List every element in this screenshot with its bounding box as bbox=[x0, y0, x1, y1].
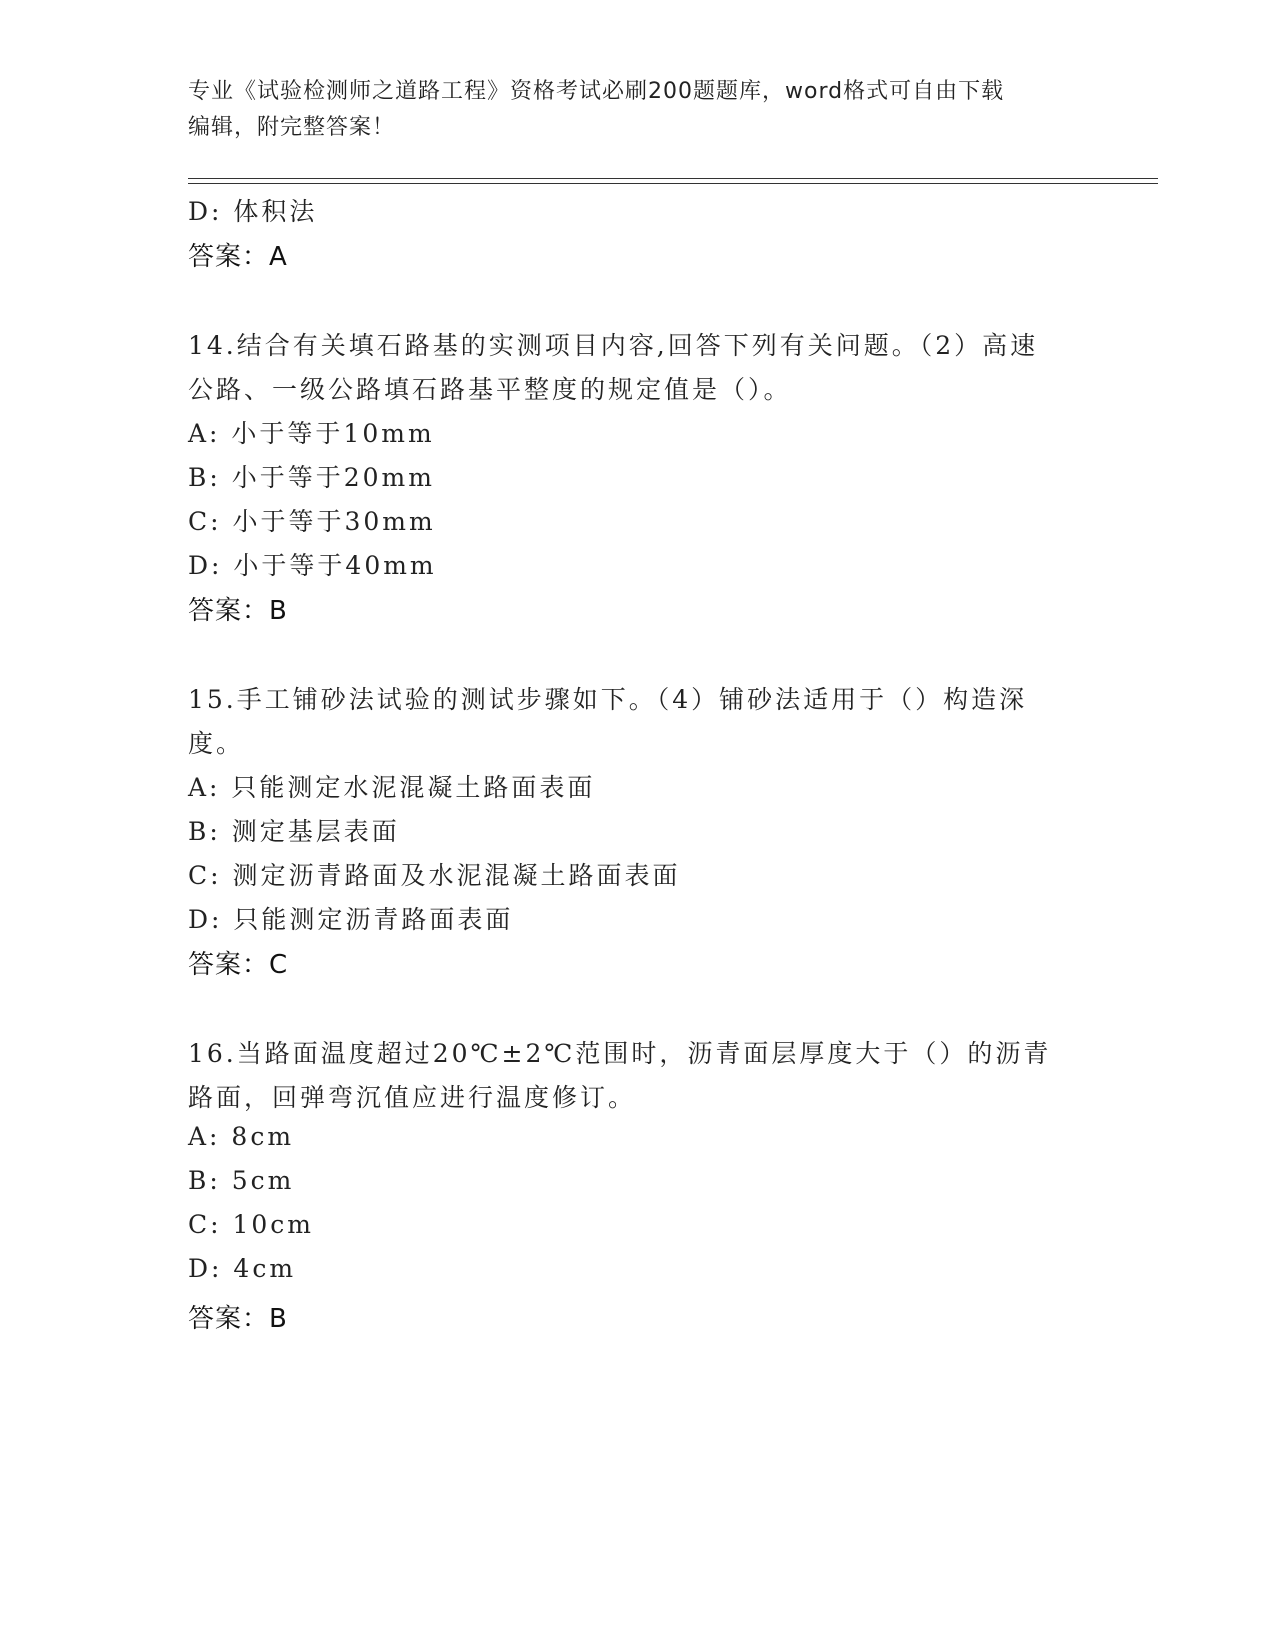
header-line-2: 编辑，附完整答案！ bbox=[188, 115, 396, 140]
q14-stem-line-2: 公路、一级公路填石路基平整度的规定值是（）。 bbox=[188, 375, 792, 404]
q14-option-d: D: 小于等于40mm bbox=[188, 551, 437, 580]
q16-option-a: A: 8cm bbox=[188, 1122, 295, 1151]
q15-option-a: A: 只能测定水泥混凝土路面表面 bbox=[188, 773, 596, 802]
q16-option-c: C: 10cm bbox=[188, 1210, 315, 1239]
q15-stem-line-1: 15.手工铺砂法试验的测试步骤如下。（4）铺砂法适用于（）构造深 bbox=[188, 685, 1028, 714]
q16-option-b: B: 5cm bbox=[188, 1166, 295, 1195]
q16-option-d: D: 4cm bbox=[188, 1254, 297, 1283]
q16-stem-line-2: 路面，回弹弯沉值应进行温度修订。 bbox=[188, 1083, 637, 1112]
q14-option-a: A: 小于等于10mm bbox=[188, 419, 435, 448]
q14-option-c: C: 小于等于30mm bbox=[188, 507, 436, 536]
q16-stem-line-1: 16.当路面温度超过20℃±2℃范围时，沥青面层厚度大于（）的沥青 bbox=[188, 1039, 1052, 1068]
header-line-1: 专业《试验检测师之道路工程》资格考试必刷200题题库，word格式可自由下载 bbox=[188, 79, 1005, 104]
prev-answer: 答案：A bbox=[188, 242, 288, 272]
header-rule-top bbox=[188, 178, 1158, 179]
document-header bbox=[188, 74, 1088, 146]
q16-answer: 答案：B bbox=[188, 1304, 288, 1334]
q14-option-b: B: 小于等于20mm bbox=[188, 463, 435, 492]
q15-option-b: B: 测定基层表面 bbox=[188, 817, 400, 846]
prev-option-d: D: 体积法 bbox=[188, 197, 318, 226]
q15-option-d: D: 只能测定沥青路面表面 bbox=[188, 905, 514, 934]
q15-option-c: C: 测定沥青路面及水泥混凝土路面表面 bbox=[188, 861, 681, 890]
q15-answer: 答案：C bbox=[188, 950, 289, 980]
q15-stem-line-2: 度。 bbox=[188, 729, 245, 758]
q14-stem-line-1: 14.结合有关填石路基的实测项目内容,回答下列有关问题。（2）高速 bbox=[188, 331, 1039, 360]
header-rule-bottom bbox=[188, 183, 1158, 184]
q14-answer: 答案：B bbox=[188, 596, 288, 626]
